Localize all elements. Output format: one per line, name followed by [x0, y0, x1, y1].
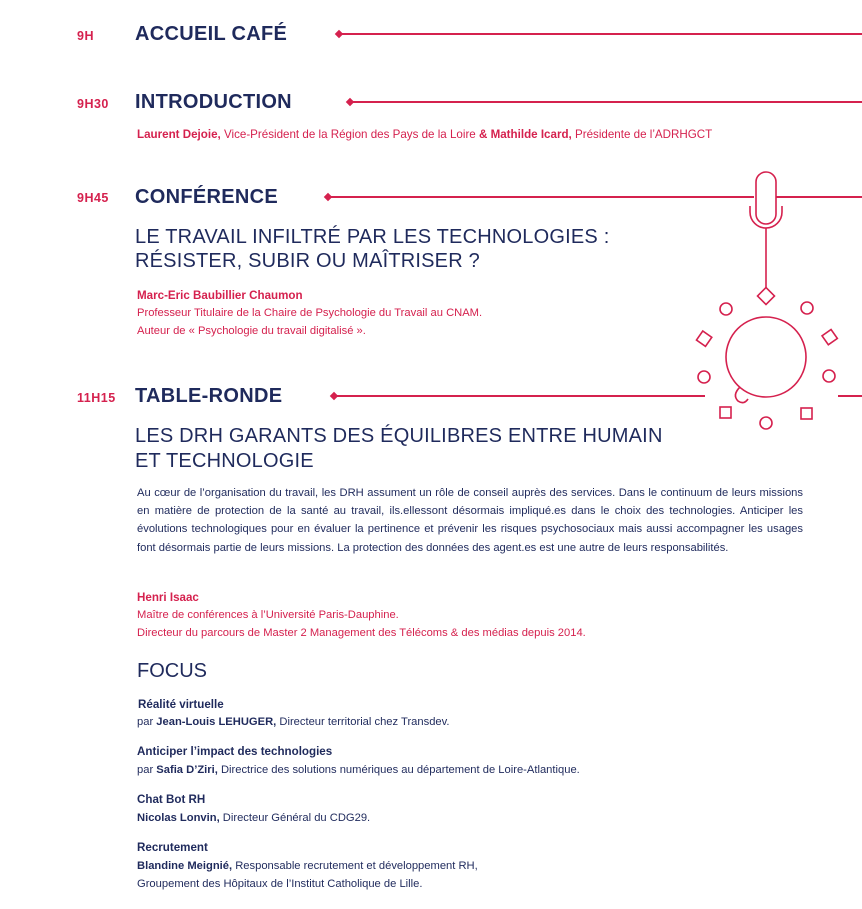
- heading-conference: CONFÉRENCE: [135, 186, 279, 208]
- focus-speaker-role: Responsable recrutement et développement RH,: [232, 860, 478, 872]
- ray-circle: [698, 371, 710, 383]
- bulb-circle: [726, 317, 806, 397]
- ray-diamond: [696, 331, 711, 346]
- table-ronde-subtitle-1: LES DRH GARANTS DES ÉQUILIBRES ENTRE HUMAIN: [135, 425, 663, 447]
- focus-speaker-role: Directeur territorial chez Transdev.: [276, 716, 450, 728]
- focus-item-speaker: [137, 761, 580, 779]
- time-conference: 9H45: [77, 191, 109, 205]
- focus-item-speaker: [137, 809, 370, 827]
- conference-speaker-name: Marc-Eric Baubillier Chaumon: [137, 289, 303, 302]
- table-ronde-speaker-title: Maître de conférences à l’Université Paris-Dauphine.: [137, 609, 399, 621]
- speaker-role: Présidente de l’ADRHGCT: [571, 128, 713, 141]
- conference-subtitle-2: RÉSISTER, SUBIR OU MAÎTRISER ?: [135, 250, 480, 272]
- focus-item-title: Anticiper l’impact des technologies: [137, 745, 333, 758]
- ray-square: [801, 408, 812, 419]
- timeline-line: [335, 395, 705, 397]
- intro-speakers: [137, 128, 712, 141]
- heading-introduction: INTRODUCTION: [135, 91, 292, 113]
- table-ronde-description: Au cœur de l’organisation du travail, les DRH assument un rôle de conseil auprès des services. Dans le continuum de leurs missions en matière de protection de la santé au travail, ils.ellessont désormais impliqué.es dans le choix des technologies. Anticiper les évolutions technologiques pour en évaluer la pertinence et prévenir les risques psychosociaux mais aussi accompagner les usages font désormais partie de leurs missions. La protection des données des agent.es est une autre de leurs responsabilités.: [137, 487, 803, 554]
- heading-table-ronde: TABLE-RONDE: [135, 385, 283, 407]
- ampersand: &: [478, 128, 488, 141]
- speaker-name: Laurent Dejoie,: [137, 128, 221, 141]
- heading-accueil: ACCUEIL CAFÉ: [135, 23, 288, 45]
- microphone-shape: [756, 172, 776, 224]
- timeline-line: [838, 395, 862, 397]
- focus-speaker-name: Jean-Louis LEHUGER,: [156, 716, 277, 728]
- focus-heading: FOCUS: [137, 660, 207, 682]
- focus-item-title: Réalité virtuelle: [138, 698, 224, 711]
- focus-item-title: Chat Bot RH: [137, 793, 206, 806]
- focus-item-speaker: [137, 713, 450, 731]
- time-introduction: 9H30: [77, 97, 109, 111]
- time-accueil: 9H: [77, 29, 94, 43]
- speaker-name: Mathilde Icard,: [487, 128, 572, 141]
- ray-square: [720, 407, 731, 418]
- focus-item-speaker: [137, 857, 478, 875]
- table-ronde-speaker-detail: Directeur du parcours de Master 2 Management des Télécoms & des médias depuis 2014.: [137, 627, 586, 639]
- ray-circle: [823, 370, 835, 382]
- ray-circle: [720, 303, 732, 315]
- focus-speaker-role: Directrice des solutions numériques au département de Loire-Atlantique.: [217, 764, 580, 776]
- conference-speaker-book: Auteur de « Psychologie du travail digitalisé ».: [137, 325, 366, 337]
- focus-prefix: par: [137, 716, 157, 728]
- speaker-role: Vice-Président de la Région des Pays de la Loire: [220, 128, 479, 141]
- time-table-ronde: 11H15: [77, 391, 116, 405]
- table-ronde-speaker-name: Henri Isaac: [137, 591, 199, 604]
- focus-speaker-name: Safia D’Ziri,: [156, 764, 218, 776]
- focus-prefix: par: [137, 764, 157, 776]
- focus-speaker-name: Nicolas Lonvin,: [137, 812, 220, 824]
- focus-item-extra: Groupement des Hôpitaux de l’Institut Catholique de Lille.: [137, 878, 423, 890]
- focus-item-title: Recrutement: [137, 841, 208, 854]
- timeline-line: [340, 33, 862, 35]
- focus-speaker-role: Directeur Général du CDG29.: [219, 812, 371, 824]
- ray-diamond: [822, 329, 837, 344]
- focus-speaker-name: Blandine Meignié,: [137, 860, 233, 872]
- conference-speaker-title: Professeur Titulaire de la Chaire de Psychologie du Travail au CNAM.: [137, 307, 483, 319]
- conference-subtitle-1: LE TRAVAIL INFILTRÉ PAR LES TECHNOLOGIES :: [135, 226, 610, 248]
- ray-circle: [801, 302, 813, 314]
- table-ronde-subtitle-2: ET TECHNOLOGIE: [135, 450, 314, 472]
- bulb-connector: [758, 288, 775, 305]
- ray-circle: [760, 417, 772, 429]
- timeline-line: [351, 101, 862, 103]
- lightbulb-icon: [690, 170, 850, 435]
